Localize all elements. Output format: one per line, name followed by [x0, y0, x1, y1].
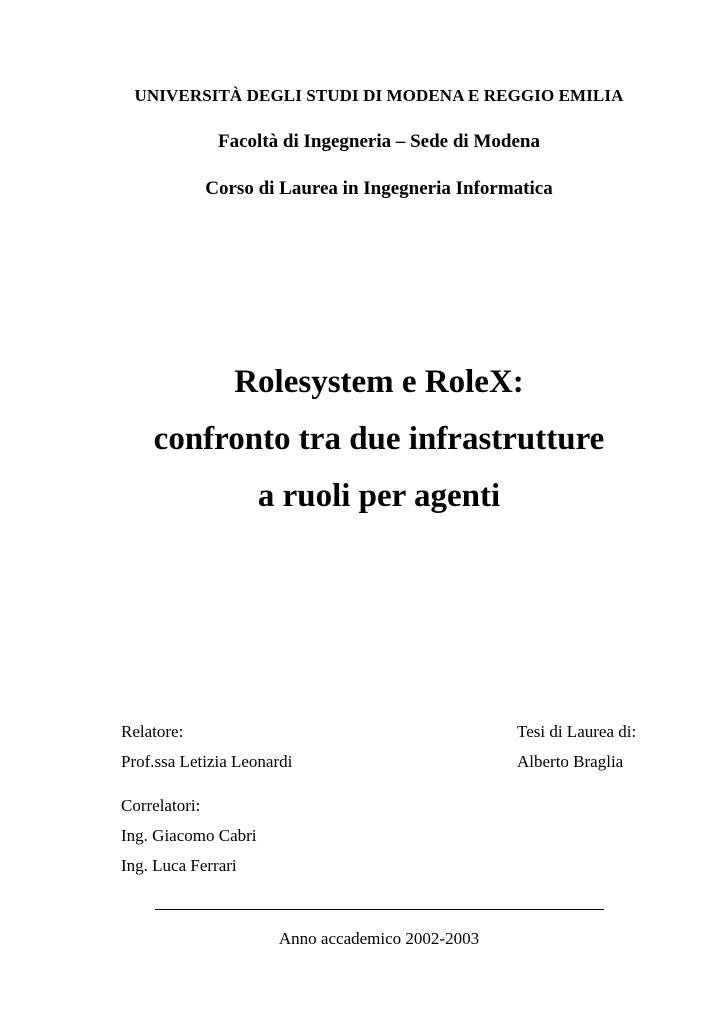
correlatori-label: Correlatori:: [121, 796, 201, 815]
correlatore-name: Ing. Giacomo Cabri: [121, 826, 257, 845]
relatore-label: Relatore:: [121, 722, 184, 741]
correlatore-name: Ing. Luca Ferrari: [121, 856, 237, 875]
separator-line: [155, 909, 604, 910]
thesis-title-line-2: confronto tra due infrastrutture: [153, 421, 605, 457]
author-name: Alberto Braglia: [517, 752, 624, 771]
academic-year: Anno accademico 2002-2003: [278, 929, 480, 948]
relatore-name: Prof.ssa Letizia Leonardi: [121, 752, 293, 771]
thesis-title-line-3: a ruoli per agenti: [257, 478, 501, 514]
author-label: Tesi di Laurea di:: [517, 722, 637, 741]
thesis-title-line-1: Rolesystem e RoleX:: [234, 364, 524, 400]
faculty-name: Facoltà di Ingegneria – Sede di Modena: [218, 131, 540, 152]
university-name: UNIVERSITÀ DEGLI STUDI DI MODENA E REGGIO EMILIA: [134, 86, 624, 105]
course-name: Corso di Laurea in Ingegneria Informatica: [205, 178, 553, 199]
